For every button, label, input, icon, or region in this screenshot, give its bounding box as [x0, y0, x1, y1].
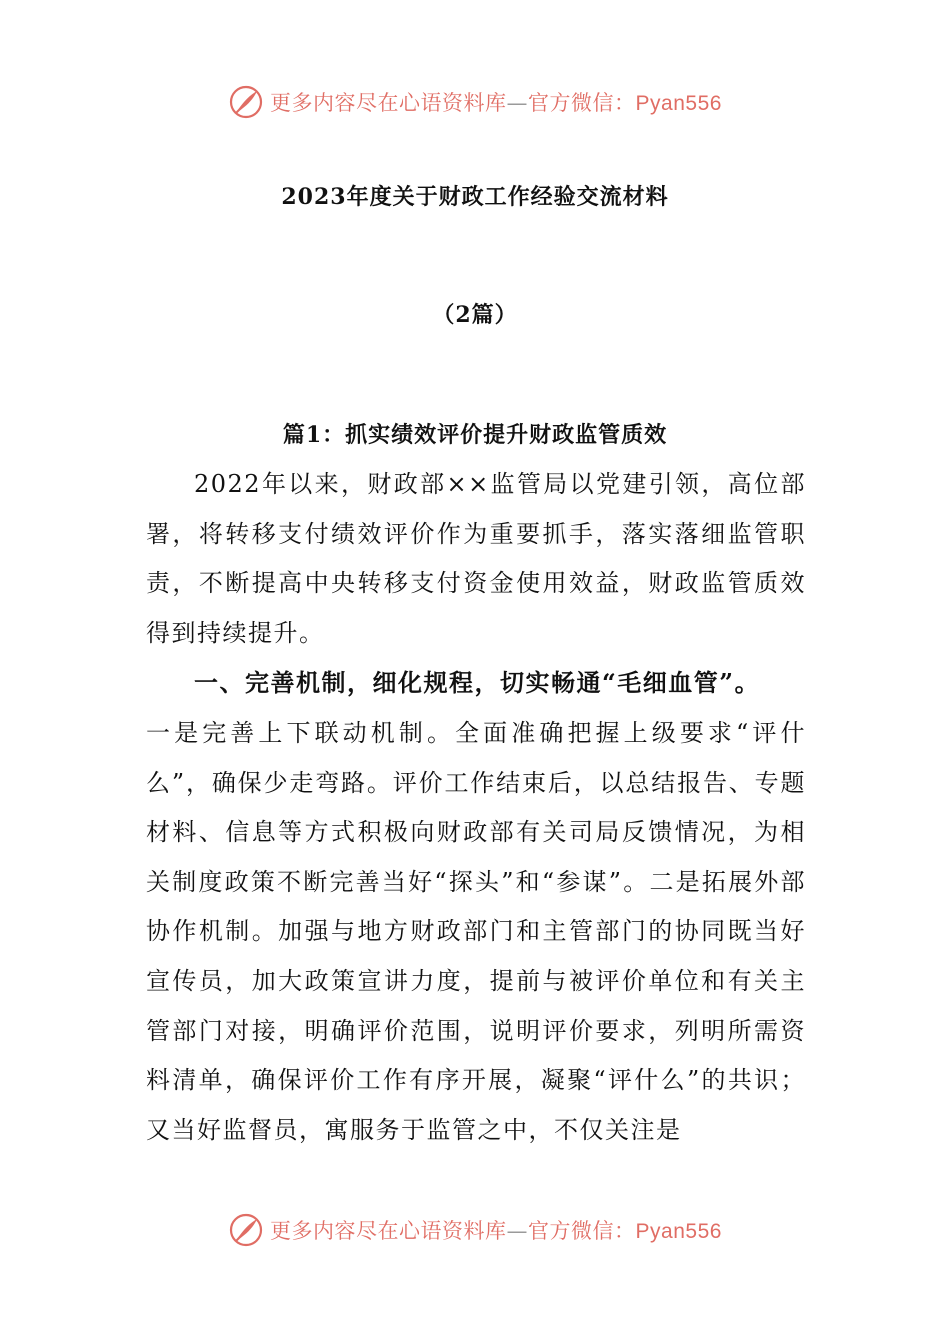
watermark-text: 更多内容尽在心语资料库—官方微信：Pyan556 — [270, 1219, 722, 1243]
quill-logo-icon — [228, 84, 264, 120]
watermark-header — [0, 82, 950, 122]
quill-logo-icon — [228, 1212, 264, 1248]
body-text — [146, 460, 806, 1155]
document-subtitle: （2篇） — [432, 302, 518, 328]
section-heading-1: 一、完善机制，细化规程，切实畅通“毛细血管”。 — [194, 668, 761, 698]
watermark-footer — [0, 1210, 950, 1250]
body-paragraph: 一是完善上下联动机制。全面准确把握上级要求“评什么”，确保少走弯路。评价工作结束后，以总结报告、专题材料、信息等方式积极向财政部有关司局反馈情况，为相关制度政策不断完善当好“探头”和“参谋”。二是拓展外部协作机制。加强与地方财政部门和主管部门的协同既当好宣传员，加大政策宣讲力度，提前与被评价单位和有关主管部门对接，明确评价范围，说明评价要求，列明所需资料清单，确保评价工作有序开展，凝聚“评什么”的共识；又当好监督员，寓服务于监管之中，不仅关注是 — [146, 718, 806, 1144]
watermark-text: 更多内容尽在心语资料库—官方微信：Pyan556 — [270, 91, 722, 115]
section-title: 篇1：抓实绩效评价提升财政监管质效 — [282, 422, 668, 448]
intro-paragraph: 2022年以来，财政部××监管局以党建引领，高位部署，将转移支付绩效评价作为重要抓手，落实落细监管职责，不断提高中央转移支付资金使用效益，财政监管质效得到持续提升。 — [146, 470, 806, 647]
heading-paragraph — [146, 658, 806, 709]
document-title: 2023年度关于财政工作经验交流材料 — [281, 184, 669, 210]
